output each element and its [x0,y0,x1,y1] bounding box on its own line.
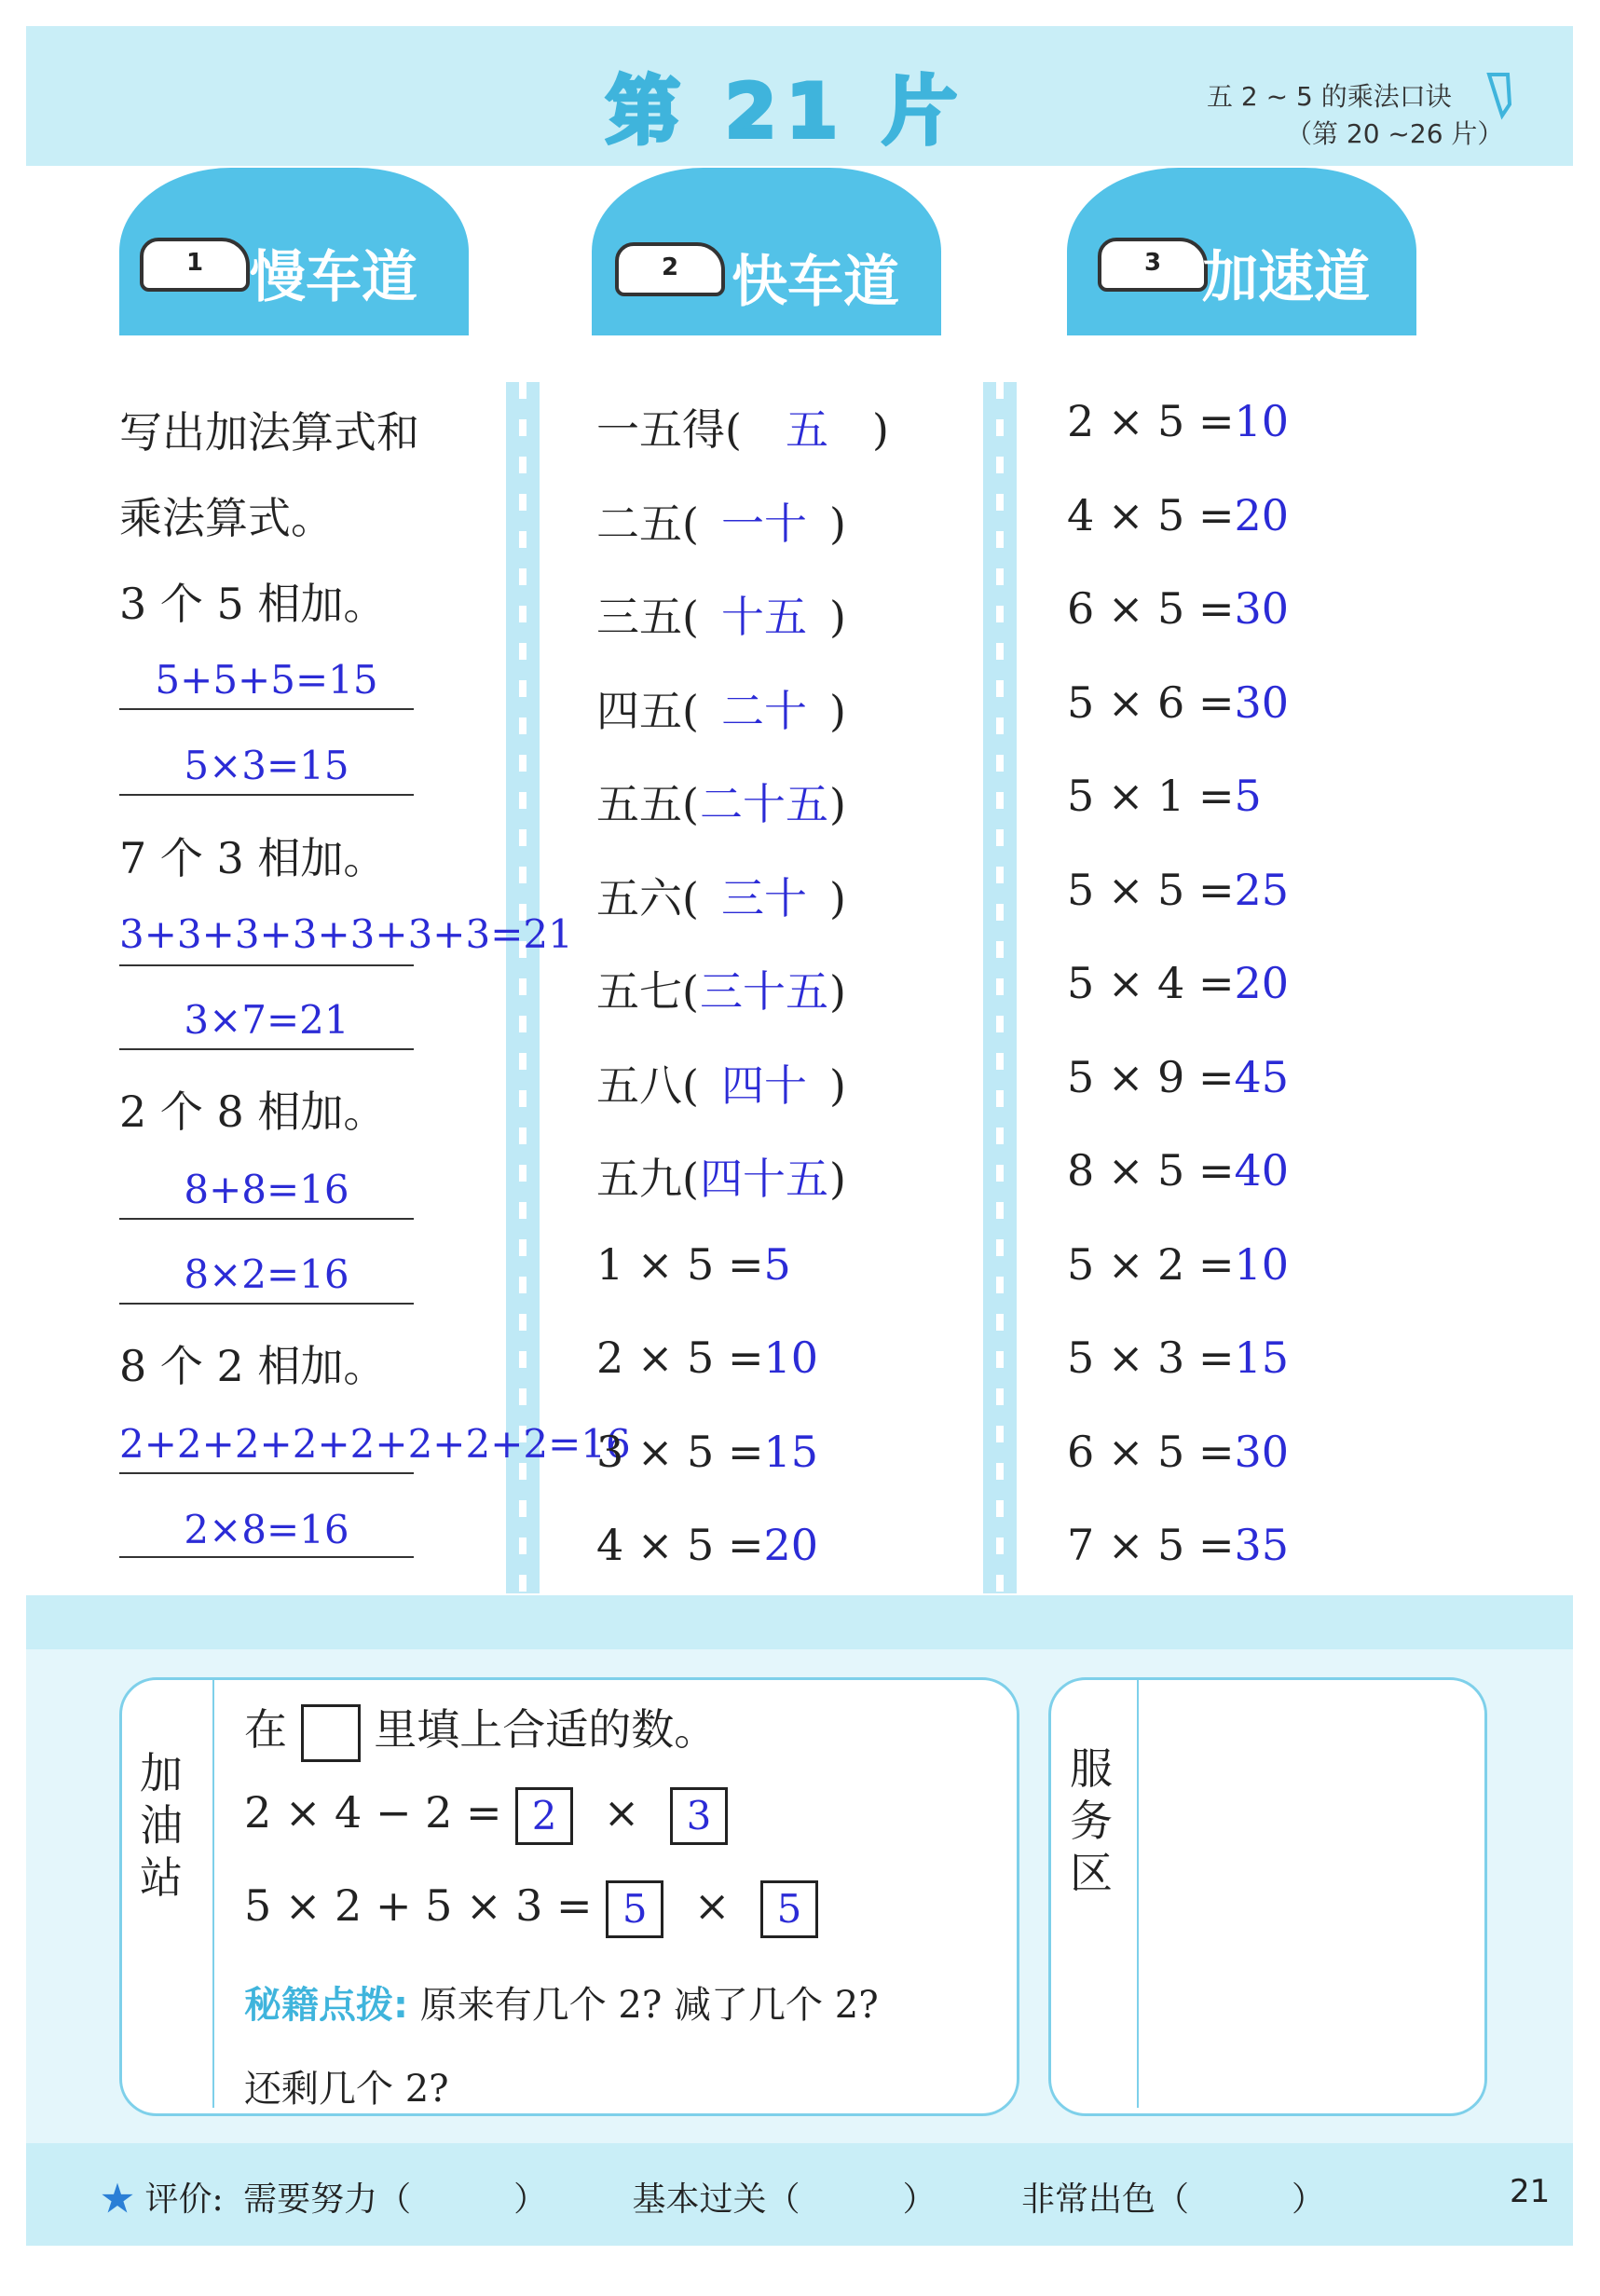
verse-row: 四五( 二十 ) [596,677,846,739]
verse-answer: 十五 [720,592,807,642]
verse-row: 五九(四十五) [596,1145,846,1207]
star-icon: ★ [101,2180,135,2219]
verse-answer: 二十五 [699,779,828,829]
verse-answer: 四十 [720,1059,807,1111]
equation-answer: 40 [1234,1145,1290,1196]
verse-answer: 三十 [720,872,807,923]
equation-answer: 10 [1234,396,1290,446]
answer-line [119,1218,414,1220]
fuel-nozzle-icon [1482,67,1519,127]
race-car-icon: 3 [1098,238,1208,292]
equation-answer: 10 [763,1332,819,1383]
multiplication-answer: 3×7=21 [184,997,349,1043]
equation-row: 7 × 5 =35 [1067,1520,1290,1570]
equation-answer: 5 [763,1238,791,1290]
equation-answer: 25 [1234,864,1290,915]
page-title: 第 21 片 [606,68,967,155]
addition-answer: 3+3+3+3+3+3+3=21 [119,911,573,957]
equation-answer: 30 [1234,676,1290,728]
page-number: 21 [1510,2173,1551,2210]
accel-lane-title: 加速道 [1202,245,1370,310]
answer-line [119,794,414,796]
box-separator [1137,1680,1139,2108]
equation-answer: 20 [1234,958,1290,1008]
equation-row: 3 × 5 =15 [596,1426,819,1477]
addition-answer: 2+2+2+2+2+2+2+2=16 [119,1421,631,1467]
addition-answer: 5+5+5=15 [155,657,378,703]
unit-label: 五 2 ~ 5 的乘法口诀 [1207,81,1452,112]
equation-row: 1 × 5 =5 [596,1238,791,1290]
verse-answer: 四十五 [699,1154,828,1204]
verse-row: 一五得( 五 ) [596,396,889,458]
answer-line [119,1303,414,1305]
evaluation-row: ★ 评价: 需要努力（ ） 基本过关（ ） 非常出色（ ） [101,2180,1326,2219]
verse-answer: 五 [785,404,828,455]
verse-row: 五八( 四十 ) [596,1052,846,1114]
verse-answer: 一十 [720,498,807,549]
instruction-text: 乘法算式。 [119,493,334,543]
equation-row: 4 × 5 =20 [1067,489,1290,540]
equation-answer: 5 [1234,771,1262,821]
column-divider [506,382,540,1593]
refuel-equation-2: 5 × 2 + 5 × 3 = 5 × 5 [244,1880,818,1938]
equation-answer: 15 [1234,1332,1290,1383]
answer-line [119,964,414,966]
verse-answer: 三十五 [699,966,828,1017]
verse-row: 五六( 三十 ) [596,865,846,926]
box-separator [212,1680,214,2108]
equation-answer: 10 [1234,1238,1290,1290]
equation-row: 8 × 5 =40 [1067,1145,1290,1196]
multiplication-answer: 5×3=15 [184,743,349,788]
equation-row: 5 × 9 =45 [1067,1051,1290,1102]
problem-prompt: 2 个 8 相加。 [119,1086,387,1137]
tip-label: 秘籍点拨: [244,1984,408,2027]
equation-answer: 30 [1234,583,1290,634]
equation-row: 5 × 6 =30 [1067,676,1290,728]
equation-row: 6 × 5 =30 [1067,1426,1290,1477]
section-band [26,1595,1573,1649]
verse-row: 五七(三十五) [596,958,846,1019]
equation-row: 5 × 3 =15 [1067,1332,1290,1383]
verse-answer: 二十 [720,685,807,736]
fast-lane-title: 快车道 [732,250,899,315]
multiplication-answer: 8×2=16 [184,1251,349,1297]
equation-answer: 35 [1234,1520,1290,1570]
problem-prompt: 7 个 3 相加。 [119,833,387,883]
equation-answer: 20 [1234,489,1290,540]
empty-box-icon [301,1704,361,1762]
answer-line [119,1472,414,1474]
addition-answer: 8+8=16 [184,1167,349,1212]
equation-row: 2 × 5 =10 [596,1332,819,1383]
answer-box[interactable]: 5 [606,1880,663,1938]
tip-line [244,1975,879,2029]
race-car-icon: 1 [140,238,250,292]
refuel-label: 加油站 [140,1748,183,1903]
answer-box[interactable]: 3 [670,1787,728,1845]
answer-line [119,1556,414,1558]
column-divider [983,382,1017,1593]
equation-answer: 15 [763,1426,819,1477]
instruction-text: 写出加法算式和 [119,407,419,458]
verse-row: 五五(二十五) [596,771,846,832]
equation-row: 5 × 2 =10 [1067,1238,1290,1290]
verse-row: 二五( 一十 ) [596,490,846,552]
refuel-equation-1: 2 × 4 − 2 = 2 × 3 [244,1787,728,1845]
answer-line [119,1048,414,1050]
service-label: 服务区 [1070,1743,1113,1898]
answer-line [119,708,414,710]
race-car-icon: 2 [615,242,725,296]
equation-answer: 30 [1234,1426,1290,1477]
equation-row: 5 × 4 =20 [1067,958,1290,1008]
problem-prompt: 8 个 2 相加。 [119,1341,387,1391]
verse-row: 三五( 十五 ) [596,583,846,645]
equation-row: 6 × 5 =30 [1067,583,1290,634]
equation-answer: 45 [1234,1051,1290,1102]
tip-text: 原来有几个 2? 减了几个 2? [419,1984,879,2027]
slow-lane-title: 慢车道 [250,245,417,310]
equation-row: 5 × 5 =25 [1067,864,1290,915]
answer-box[interactable]: 2 [515,1787,573,1845]
problem-prompt: 3 个 5 相加。 [119,579,387,629]
tip-text-2: 还剩几个 2? [244,2068,449,2111]
equation-row: 5 × 1 =5 [1067,771,1262,821]
unit-range: （第 20 ~26 片） [1286,118,1504,149]
refuel-instruction: 在 里填上合适的数。 [244,1696,717,1762]
equation-row: 4 × 5 =20 [596,1520,819,1570]
equation-answer: 20 [763,1520,819,1570]
multiplication-answer: 2×8=16 [184,1507,349,1552]
equation-row: 2 × 5 =10 [1067,396,1290,446]
answer-box[interactable]: 5 [760,1880,818,1938]
